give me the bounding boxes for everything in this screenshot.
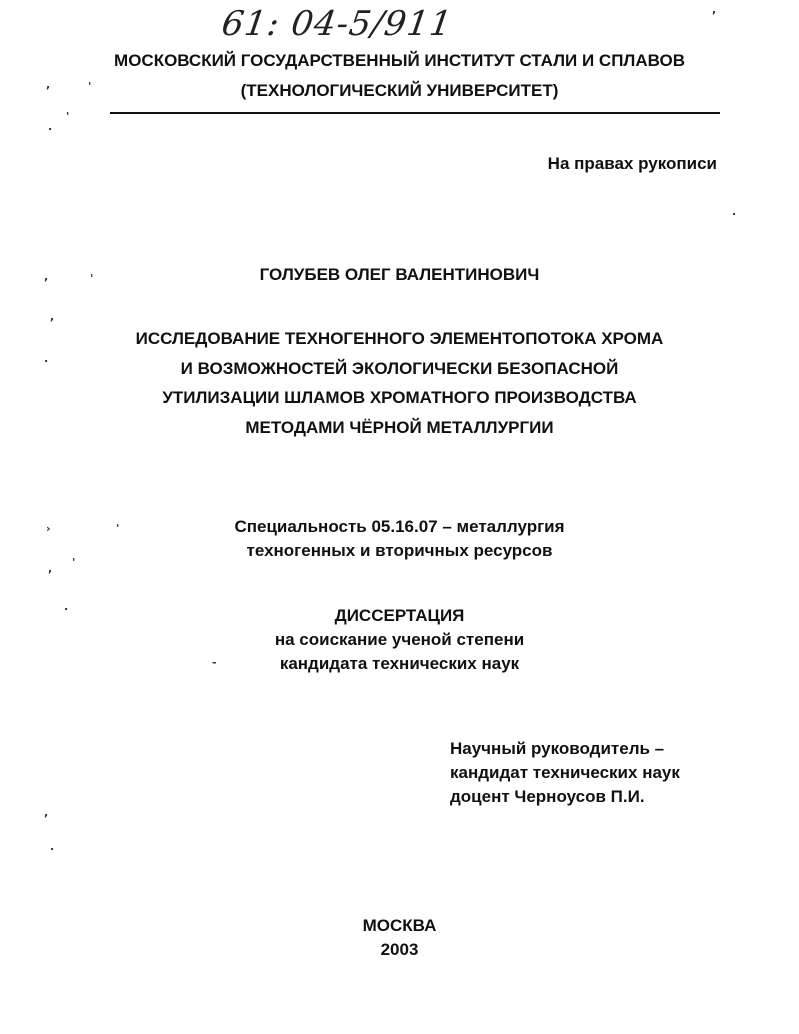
dissertation-title-line: И ВОЗМОЖНОСТЕЙ ЭКОЛОГИЧЕСКИ БЕЗОПАСНОЙ bbox=[180, 359, 619, 378]
specialty-line: техногенных и вторичных ресурсов bbox=[246, 541, 553, 560]
scan-speck: . bbox=[64, 600, 69, 613]
handwritten-archive-code: 61: 04-5/911 bbox=[219, 4, 456, 44]
scan-speck: - bbox=[212, 656, 217, 669]
scan-speck: ' bbox=[66, 110, 70, 123]
scan-speck: . bbox=[50, 840, 55, 853]
dissertation-title-line: ИССЛЕДОВАНИЕ ТЕХНОГЕННОГО ЭЛЕМЕНТОПОТОКА ХРОМА bbox=[135, 329, 664, 348]
scan-speck: . bbox=[48, 120, 53, 133]
scan-speck: , bbox=[48, 562, 53, 575]
dissertation-title-line: МЕТОДАМИ ЧЁРНОЙ МЕТАЛЛУРГИИ bbox=[245, 418, 554, 437]
scan-speck: , bbox=[46, 78, 51, 91]
scan-speck: . bbox=[44, 352, 49, 365]
scan-speck: ' bbox=[72, 556, 76, 569]
supervisor-line: Научный руководитель – bbox=[450, 739, 665, 758]
degree-line: кандидата технических наук bbox=[279, 654, 520, 673]
scan-speck: , bbox=[712, 3, 717, 16]
city: МОСКВА bbox=[362, 916, 437, 935]
supervisor-line: кандидат технических наук bbox=[450, 763, 680, 782]
dissertation-title-line: УТИЛИЗАЦИИ ШЛАМОВ ХРОМАТНОГО ПРОИЗВОДСТВА bbox=[162, 388, 637, 407]
scan-speck: , bbox=[44, 806, 49, 819]
scan-speck: , bbox=[50, 310, 55, 323]
author-name: ГОЛУБЕВ ОЛЕГ ВАЛЕНТИНОВИЧ bbox=[259, 265, 540, 284]
institution-name: МОСКОВСКИЙ ГОСУДАРСТВЕННЫЙ ИНСТИТУТ СТАЛИ И СПЛАВОВ bbox=[114, 51, 685, 70]
scan-speck: . bbox=[732, 205, 737, 218]
scan-speck: , bbox=[44, 270, 49, 283]
year: 2003 bbox=[380, 940, 419, 959]
manuscript-note: На правах рукописи bbox=[547, 154, 717, 173]
degree-line: на соискание ученой степени bbox=[274, 630, 525, 649]
scan-speck: ' bbox=[116, 522, 120, 535]
scan-speck: ' bbox=[90, 272, 94, 285]
scan-speck: ' bbox=[88, 80, 92, 93]
supervisor-line: доцент Черноусов П.И. bbox=[450, 787, 645, 806]
header-divider bbox=[110, 112, 720, 114]
specialty-line: Специальность 05.16.07 – металлургия bbox=[234, 517, 565, 536]
scan-speck: › bbox=[46, 522, 51, 535]
institution-subtitle: (ТЕХНОЛОГИЧЕСКИЙ УНИВЕРСИТЕТ) bbox=[240, 81, 559, 100]
dissertation-label: ДИССЕРТАЦИЯ bbox=[334, 606, 465, 625]
